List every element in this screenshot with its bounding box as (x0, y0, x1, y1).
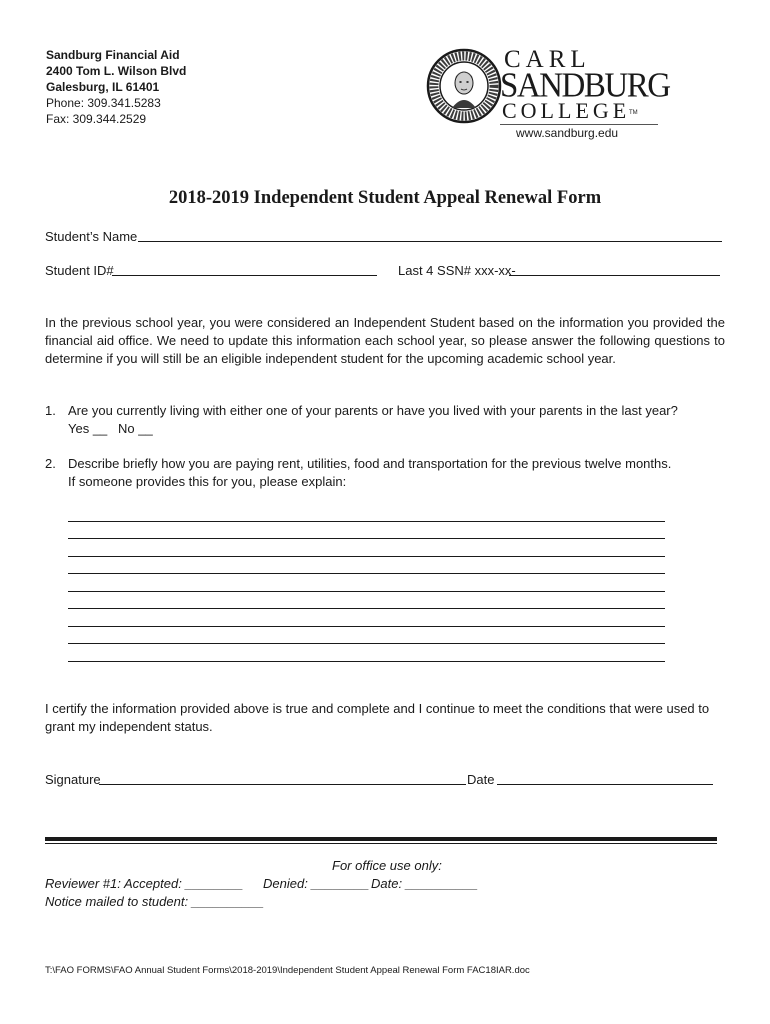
student-id-field[interactable] (112, 275, 377, 276)
logo-college: COLLEGE (502, 98, 631, 123)
website-url[interactable]: www.sandburg.edu (516, 126, 619, 140)
signature-field[interactable] (99, 784, 466, 785)
college-logo (426, 46, 670, 144)
date-field[interactable] (497, 784, 713, 785)
office-use-heading: For office use only: (332, 858, 442, 873)
street-address: 2400 Tom L. Wilson Blvd (46, 64, 187, 78)
form-title: 2018-2019 Independent Student Appeal Renewal Form (168, 188, 602, 208)
question-1-yes[interactable]: Yes __ (68, 421, 108, 436)
college-seal-icon (426, 48, 502, 124)
question-1-text: Are you currently living with either one of your parents or have you lived with your parents in the last year? (68, 403, 678, 418)
answer-line[interactable] (68, 521, 665, 522)
section-divider-thin (45, 843, 717, 844)
question-1-no[interactable]: No __ (118, 421, 153, 436)
question-1-number: 1. (45, 403, 56, 418)
file-path-footer: T:\FAO FORMS\FAO Annual Student Forms\2018-2019\Independent Student Appeal Renewal Form FAC18IAR.doc (45, 965, 530, 976)
reviewer-denied: Denied: ________ (263, 876, 370, 891)
logo-rule (500, 124, 658, 125)
question-2-text-2: If someone provides this for you, please explain: (68, 474, 347, 489)
section-divider (45, 837, 717, 841)
date-label: Date (467, 772, 495, 787)
student-name-field[interactable] (138, 241, 722, 242)
student-name-label: Student’s Name (45, 229, 138, 244)
intro-paragraph: In the previous school year, you were considered an Independent Student based on the information you provided the financial aid office. We need to update this information each school year, so please answer the following questions to determine if you will still be an eligible independent student for the upcoming academic school year. (45, 315, 725, 366)
logo-sandburg: SANDBURG (500, 67, 670, 105)
fax-number: Fax: 309.344.2529 (46, 112, 147, 126)
city-state-zip: Galesburg, IL 61401 (46, 80, 160, 94)
office-name: Sandburg Financial Aid (46, 48, 180, 62)
answer-line[interactable] (68, 608, 665, 609)
ssn-label: Last 4 SSN# xxx-xx- (398, 263, 516, 278)
address-block (46, 47, 186, 127)
answer-line[interactable] (68, 643, 665, 644)
certification-text: I certify the information provided above is true and complete and I continue to meet the conditions that were used to grant my independent status. (45, 701, 710, 734)
reviewer-accepted: Reviewer #1: Accepted: ________ (45, 876, 244, 891)
answer-line[interactable] (68, 626, 665, 627)
question-2-number: 2. (45, 456, 56, 471)
ssn-field[interactable] (509, 275, 720, 276)
logo-carl: CARL (504, 46, 591, 73)
phone-number: Phone: 309.341.5283 (46, 96, 161, 110)
signature-label: Signature (45, 772, 101, 787)
notice-mailed: Notice mailed to student: __________ (45, 894, 264, 909)
answer-line[interactable] (68, 661, 665, 662)
answer-line[interactable] (68, 573, 665, 574)
reviewer-date: Date: __________ (371, 876, 478, 891)
answer-line[interactable] (68, 591, 665, 592)
question-2-text: Describe briefly how you are paying rent, utilities, food and transportation for the previous twelve months. (68, 456, 672, 471)
answer-line[interactable] (68, 556, 665, 557)
student-id-label: Student ID# (45, 263, 114, 278)
answer-line[interactable] (68, 538, 665, 539)
trademark-mark: TM (629, 110, 638, 116)
